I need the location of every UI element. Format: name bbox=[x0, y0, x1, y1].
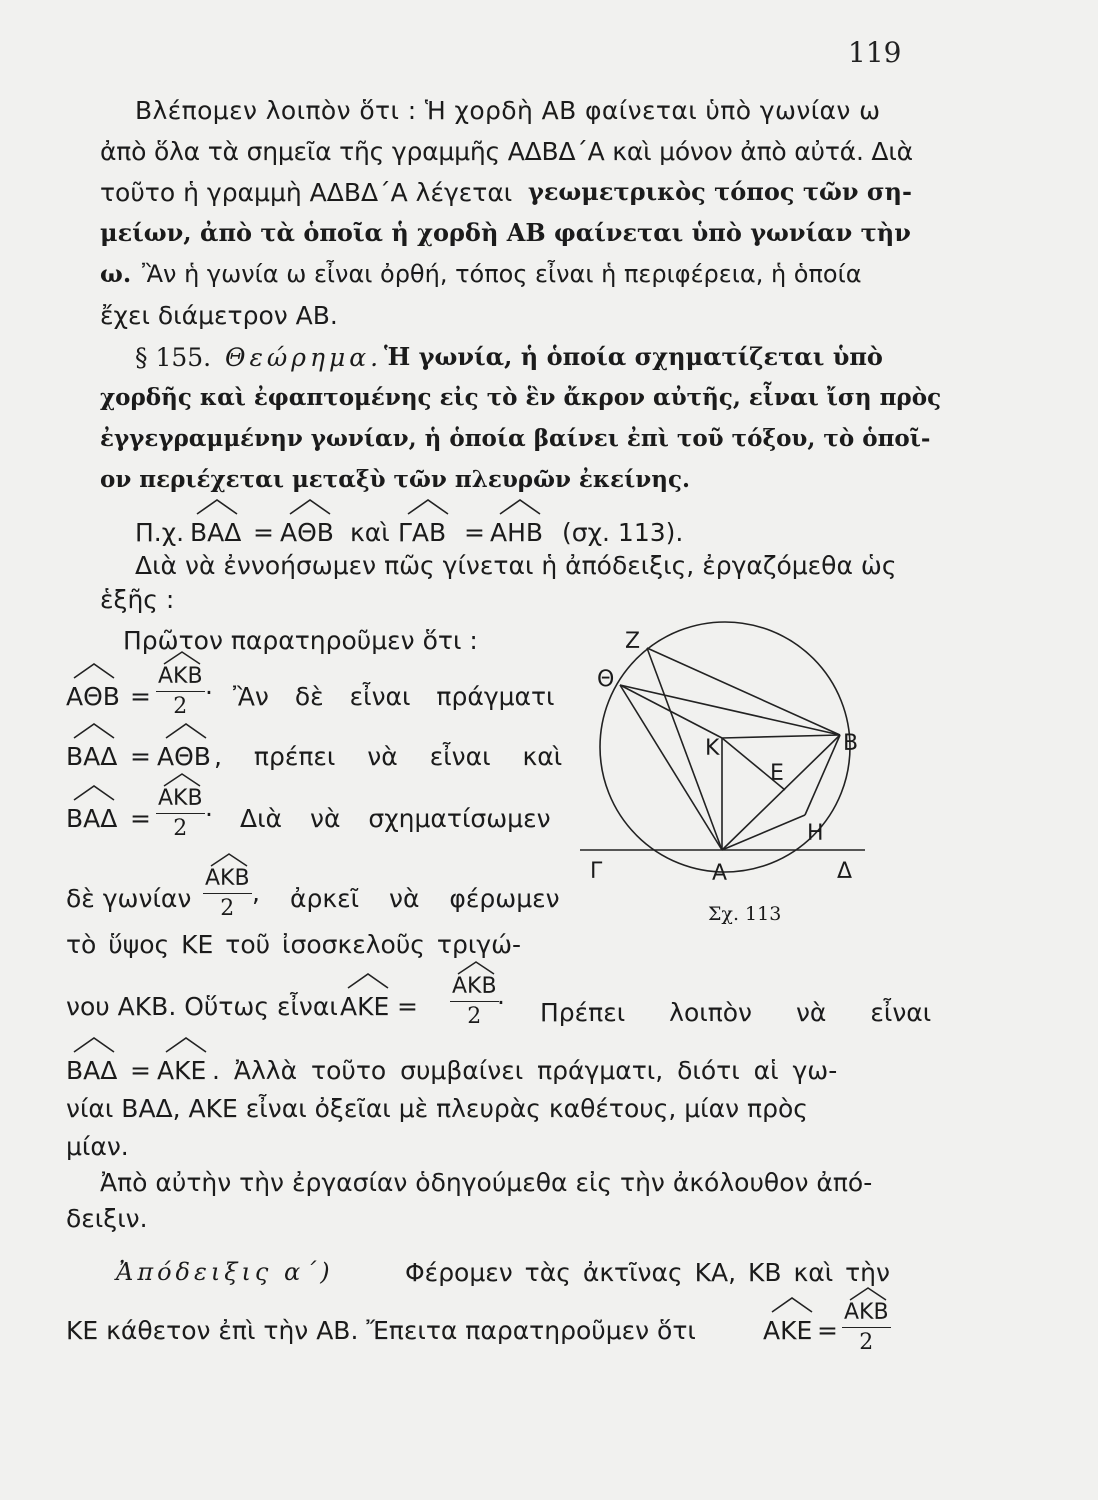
label-h: Η bbox=[807, 821, 824, 846]
p1-line2: ἀπὸ ὅλα τὰ σημεῖα τῆς γραμμῆς ΑΔΒΔ΄Α καὶ μόνον ἀπὸ αὐτά. Διὰ bbox=[100, 137, 913, 166]
angle-ahb: ΑΗΒ bbox=[490, 518, 544, 547]
theorem-section: § 155. bbox=[135, 343, 212, 372]
angle-hat-icon bbox=[498, 498, 542, 512]
angle-hat-icon bbox=[72, 784, 116, 798]
angle-hat-icon bbox=[456, 960, 496, 974]
p3-line1: Ἀπὸ αὐτὴν τὴν ἐργασίαν ὁδηγούμεθα εἰς τὴν ἀκόλουθον ἀπό- bbox=[100, 1168, 873, 1197]
p1-line5b: Ἂν ἡ γωνία ω εἶναι ὀρθή, τόπος εἶναι ἡ περιφέρεια, ἡ ὁποία bbox=[142, 260, 862, 288]
angle-hat-icon bbox=[406, 498, 450, 512]
radius-kb bbox=[722, 735, 840, 738]
label-a: Α bbox=[712, 861, 728, 886]
fraction-numerator: ΑΚΒ bbox=[156, 788, 205, 814]
angle-hat-icon bbox=[162, 772, 202, 786]
example-conj: καὶ bbox=[350, 518, 390, 547]
label-theta: Θ bbox=[597, 667, 615, 692]
example-prefix: Π.χ. bbox=[135, 518, 185, 547]
figure-caption: Σχ. 113 bbox=[708, 903, 782, 925]
eq-4: = bbox=[397, 992, 418, 1021]
angle-hat-icon bbox=[162, 650, 202, 664]
example-eq-1: = bbox=[253, 518, 274, 547]
left-line3: Διὰ νὰ σχηματίσωμεν bbox=[240, 804, 551, 833]
left-line9: μίαν. bbox=[66, 1132, 129, 1161]
eq-1: = bbox=[130, 682, 151, 711]
fraction-denominator: 2 bbox=[173, 694, 188, 719]
label-k: Κ bbox=[705, 736, 720, 761]
p1-line3b: γεωμετρικὸς τόπος τῶν ση- bbox=[528, 177, 912, 206]
fraction-denominator: 2 bbox=[467, 1004, 482, 1029]
label-g: Γ bbox=[590, 859, 603, 884]
angle-athb-1: ΑΘΒ bbox=[280, 518, 334, 547]
angle-athb-3: ΑΘΒ bbox=[157, 742, 211, 771]
p2-line1: Διὰ νὰ ἐννοήσωμεν πῶς γίνεται ἡ ἀπόδειξις, ἐργαζόμεθα ὡς bbox=[135, 551, 897, 580]
fraction-numerator: ΑΚΒ bbox=[156, 666, 205, 692]
angle-athb-2: ΑΘΒ bbox=[66, 682, 120, 711]
angle-bad-3: ΒΑΔ bbox=[66, 804, 118, 833]
left-line1 bbox=[233, 682, 555, 711]
eq-2: = bbox=[130, 742, 151, 771]
left-line6a: νου ΑΚΒ. Οὕτως εἶναι bbox=[66, 992, 338, 1021]
theorem-label: Θεώρημα. bbox=[225, 343, 383, 372]
fraction-denominator: 2 bbox=[173, 816, 188, 841]
p1-line6: ἔχει διάμετρον ΑΒ. bbox=[100, 301, 338, 330]
angle-ake-2: ΑΚΕ bbox=[157, 1056, 207, 1085]
line-ha bbox=[722, 815, 805, 850]
example-ref: (σχ. 113). bbox=[562, 518, 684, 547]
left-line4a: δὲ γωνίαν bbox=[66, 884, 192, 913]
left-line4b: ἀρκεῖ νὰ φέρωμεν bbox=[290, 884, 560, 913]
angle-hat-icon bbox=[209, 852, 249, 866]
angle-bad-2: ΒΑΔ bbox=[66, 742, 118, 771]
fraction-akb-half bbox=[156, 666, 205, 718]
eq-5: = bbox=[130, 1056, 151, 1085]
p2-line3: Πρῶτον παρατηροῦμεν ὅτι : bbox=[123, 626, 478, 655]
angle-hat-icon bbox=[346, 972, 390, 986]
left-line5: τὸ ὕψος ΚΕ τοῦ ἰσοσκελοῦς τριγώ- bbox=[66, 930, 522, 959]
page-number: 119 bbox=[848, 36, 902, 69]
p1-line5a: ω. bbox=[100, 259, 132, 288]
left-line2: , πρέπει νὰ εἶναι καὶ bbox=[214, 742, 563, 771]
fraction-akb-half bbox=[156, 788, 205, 840]
comma-1: , bbox=[252, 878, 260, 907]
angle-gab: ΓΑΒ bbox=[398, 518, 447, 547]
p1-line3a: τοῦτο ἡ γραμμὴ ΑΔΒΔ΄Α λέγεται bbox=[100, 178, 513, 207]
angle-hat-icon bbox=[72, 722, 116, 736]
dot-1: · bbox=[205, 678, 213, 707]
angle-hat-icon bbox=[164, 1036, 208, 1050]
angle-hat-icon bbox=[195, 498, 239, 512]
fraction-numerator: ΑΚΒ bbox=[842, 1302, 891, 1328]
eq-6: = bbox=[817, 1316, 838, 1345]
left-line7: . Ἀλλὰ τοῦτο συμβαίνει πράγματι, διότι αἱ γω- bbox=[212, 1056, 838, 1085]
fraction-akb-half bbox=[203, 868, 252, 920]
line-zb bbox=[647, 648, 840, 735]
left-line6b: Πρέπει λοιπὸν νὰ εἶναι bbox=[540, 998, 932, 1027]
proof-label: Ἀπόδειξις α΄) bbox=[116, 1258, 334, 1286]
left-line8: νίαι ΒΑΔ, ΑΚΕ εἶναι ὀξεῖαι μὲ πλευρὰς καθέτους, μίαν πρὸς bbox=[66, 1094, 808, 1123]
theorem-line4: ον περιέχεται μεταξὺ τῶν πλευρῶν ἐκείνης. bbox=[100, 466, 690, 493]
p3-line2: δειξιν. bbox=[66, 1204, 148, 1233]
line-theta-a bbox=[620, 685, 722, 850]
dot-2: · bbox=[205, 800, 213, 829]
example-eq-2: = bbox=[464, 518, 485, 547]
line-theta-b bbox=[620, 685, 840, 735]
p2-line2: ἑξῆς : bbox=[100, 585, 175, 614]
fraction-denominator: 2 bbox=[220, 896, 235, 921]
angle-hat-icon bbox=[848, 1286, 888, 1300]
theorem-line3: ἐγγεγραμμένην γωνίαν, ἡ ὁποία βαίνει ἐπὶ τοῦ τόξου, τὸ ὁποῖ- bbox=[100, 425, 931, 452]
eq-3: = bbox=[130, 804, 151, 833]
angle-hat-icon bbox=[72, 1036, 116, 1050]
proof-line1: Φέρομεν τὰς ἀκτῖνας ΚΑ, ΚΒ καὶ τὴν bbox=[405, 1258, 890, 1287]
angle-hat-icon bbox=[72, 662, 116, 676]
p1-line1: Βλέπομεν λοιπὸν ὅτι : Ἡ χορδὴ ΑΒ φαίνεται ὑπὸ γωνίαν ω bbox=[135, 96, 881, 125]
angle-hat-icon bbox=[164, 722, 208, 736]
angle-bad-1: ΒΑΔ bbox=[190, 518, 242, 547]
label-b: Β bbox=[843, 731, 859, 756]
fraction-akb-half bbox=[450, 976, 499, 1028]
line-theta-k bbox=[620, 685, 722, 738]
label-z: Ζ bbox=[625, 629, 641, 654]
angle-bad-4: ΒΑΔ bbox=[66, 1056, 118, 1085]
fraction-numerator: ΑΚΒ bbox=[450, 976, 499, 1002]
angle-hat-icon bbox=[770, 1296, 814, 1310]
angle-ake-1: ΑΚΕ bbox=[340, 992, 390, 1021]
p1-line4: μείων, ἀπὸ τὰ ὁποῖα ἡ χορδὴ ΑΒ φαίνεται ὑπὸ γωνίαν τὴν bbox=[100, 218, 911, 247]
fraction-akb-half bbox=[842, 1302, 891, 1354]
dot-3: · bbox=[497, 988, 505, 1017]
theorem-line2: χορδῆς καὶ ἐφαπτομένης εἰς τὸ ἓν ἄκρον αὐτῆς, εἶναι ἴση πρὸς bbox=[100, 384, 942, 411]
theorem-line1: Ἡ γωνία, ἡ ὁποία σχηματίζεται ὑπὸ bbox=[384, 342, 883, 371]
line-hb bbox=[805, 735, 840, 815]
figure-113 bbox=[575, 600, 875, 930]
angle-ake-3: ΑΚΕ bbox=[763, 1316, 813, 1345]
fraction-denominator: 2 bbox=[859, 1330, 874, 1355]
angle-hat-icon bbox=[288, 498, 332, 512]
left-line1-text: Ἂν δὲ εἶναι πράγματι bbox=[233, 682, 555, 711]
label-d: Δ bbox=[837, 859, 853, 884]
label-e: Ε bbox=[770, 761, 784, 786]
proof-line2: ΚΕ κάθετον ἐπὶ τὴν ΑΒ. Ἔπειτα παρατηροῦμεν ὅτι bbox=[66, 1316, 696, 1345]
fraction-numerator: ΑΚΒ bbox=[203, 868, 252, 894]
